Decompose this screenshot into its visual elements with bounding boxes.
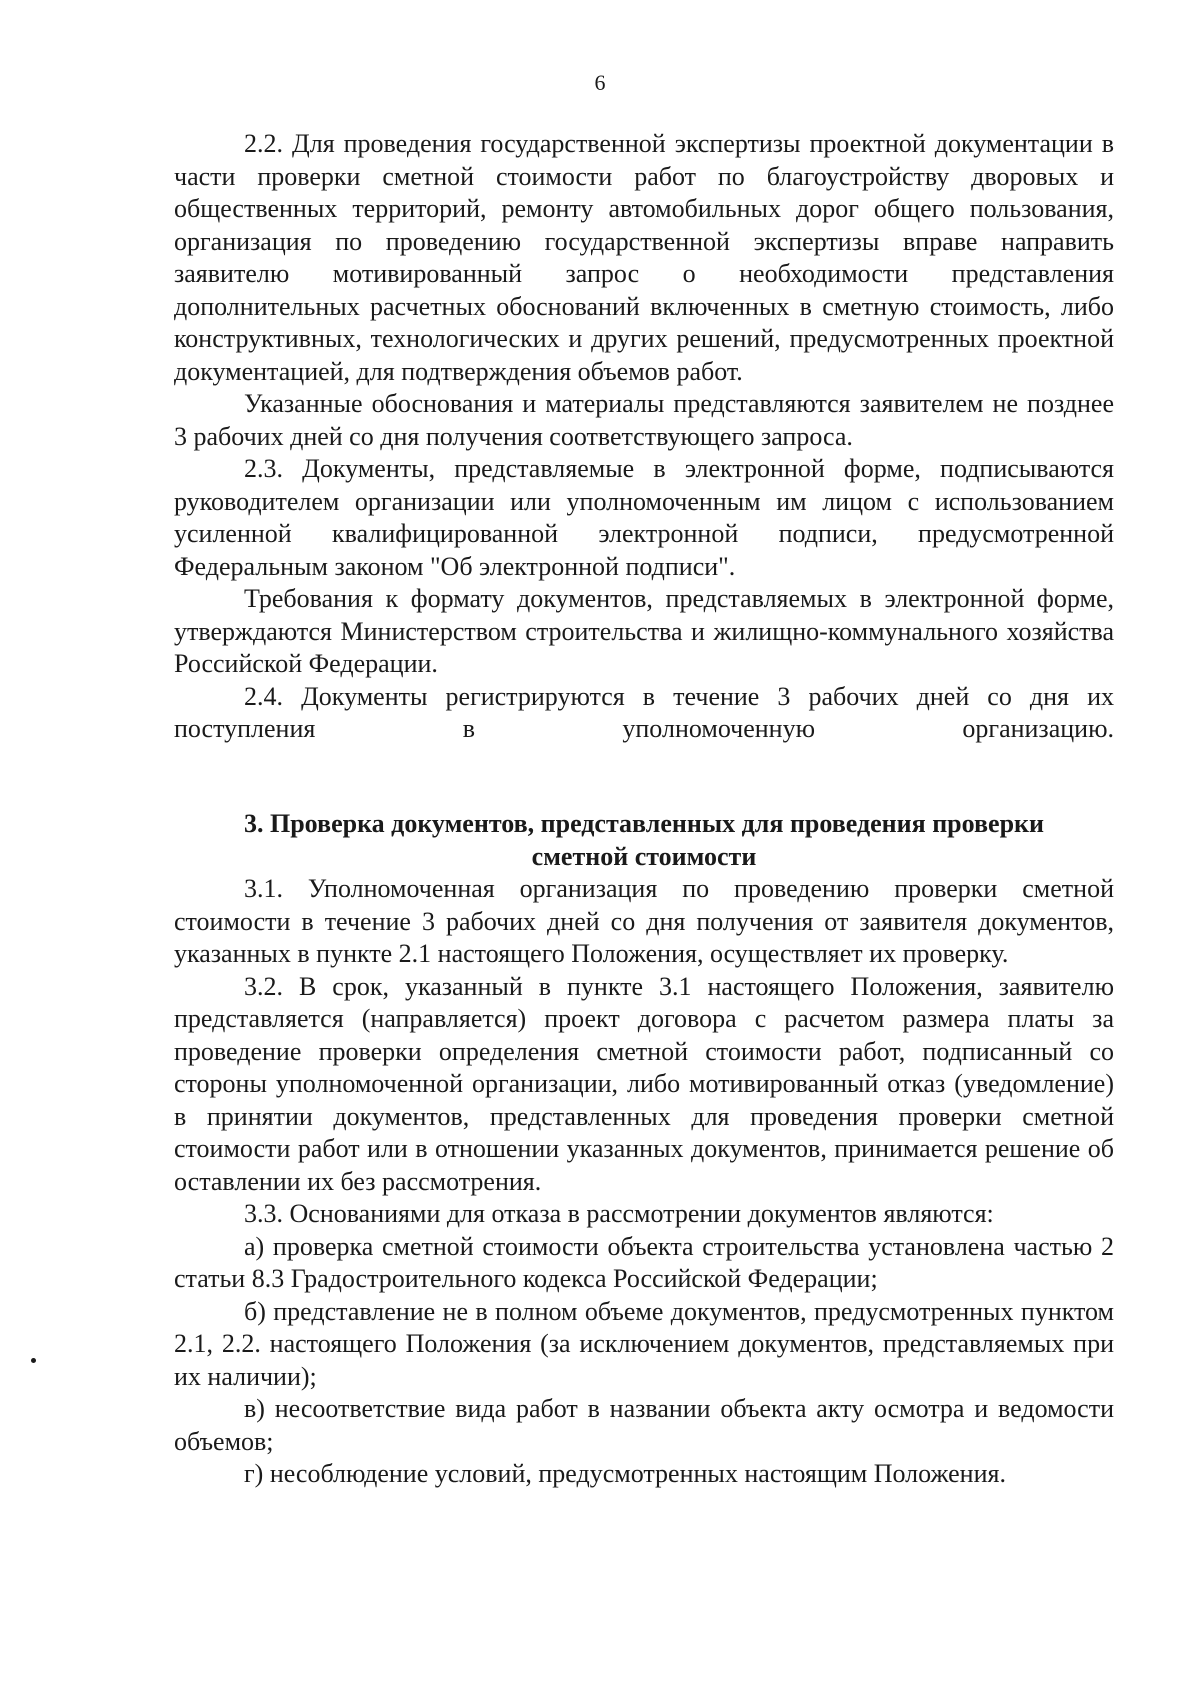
paragraph-2-4: 2.4. Документы регистрируются в течение 3 рабочих дней со дня их поступления в уполномоченную организацию.	[174, 681, 1114, 743]
paragraph-2-2: 2.2. Для проведения государственной экспертизы проектной документации в части проверки сметной стоимости работ по благоустройству дворовых и общественных территорий, ремонту автомобильных дорог общего пользования, организация по проведению государственной экспертизы вправе направить заявителю мотивированный запрос о необходимости представления дополнительных расчетных обоснований включенных в сметную стоимость, либо конструктивных, технологических и других решений, предусмотренных проектной документацией, для подтверждения объемов работ.	[174, 129, 1114, 386]
list-item-b: б) представление не в полном объеме документов, предусмотренных пунктом 2.1, 2.2. настоящего Положения (за исключением документов, представляемых при их наличии);	[174, 1296, 1114, 1391]
paragraph-3-1: 3.1. Уполномоченная организация по проведению проверки сметной стоимости в течение 3 рабочих дней со дня получения от заявителя документов, указанных в пункте 2.1 настоящего Положения, осуществляет их проверку.	[174, 874, 1114, 968]
section-2-continuation	[174, 128, 1114, 746]
paragraph-3-3: 3.3. Основаниями для отказа в рассмотрении документов являются:	[244, 1199, 994, 1228]
section-3-title-line1: 3. Проверка документов, представленных для проведения проверки	[244, 809, 1044, 838]
list-item-g: г) несоблюдение условий, предусмотренных настоящим Положения.	[244, 1459, 1006, 1488]
page-number: 6	[594, 70, 606, 95]
margin-dot-mark	[31, 1358, 36, 1363]
paragraph-3-2: 3.2. В срок, указанный в пункте 3.1 настоящего Положения, заявителю представляется (направляется) проект договора с расчетом размера платы за проведение проверки определения сметной стоимости работ, подписанный со стороны уполномоченной организации, либо мотивированный отказ (уведомление) в принятии документов, представленных для проведения проверки сметной стоимости работ или в отношении указанных документов, принимается решение об оставлении их без рассмотрения.	[174, 971, 1114, 1196]
paragraph-2-3-requirements: Требования к формату документов, представляемых в электронной форме, утверждаются Министерством строительства и жилищно-коммунального хозяйства Российской Федерации.	[174, 584, 1114, 678]
paragraph-2-2-note: Указанные обоснования и материалы представляются заявителем не позднее 3 рабочих дней со дня получения соответствующего запроса.	[174, 389, 1114, 451]
list-item-a: а) проверка сметной стоимости объекта строительства установлена частью 2 статьи 8.3 Градостроительного кодекса Российской Федерации;	[174, 1231, 1114, 1293]
list-item-v: в) несоответствие вида работ в названии объекта акту осмотра и ведомости объемов;	[174, 1394, 1114, 1456]
section-3-title-line2: сметной стоимости	[531, 841, 757, 871]
paragraph-2-3: 2.3. Документы, представляемые в электронной форме, подписываются руководителем организации или уполномоченным им лицом с использованием усиленной квалифицированной электронной подписи, предусмотренной Федеральным законом "Об электронной подписи".	[174, 454, 1114, 581]
section-3	[174, 808, 1114, 1491]
